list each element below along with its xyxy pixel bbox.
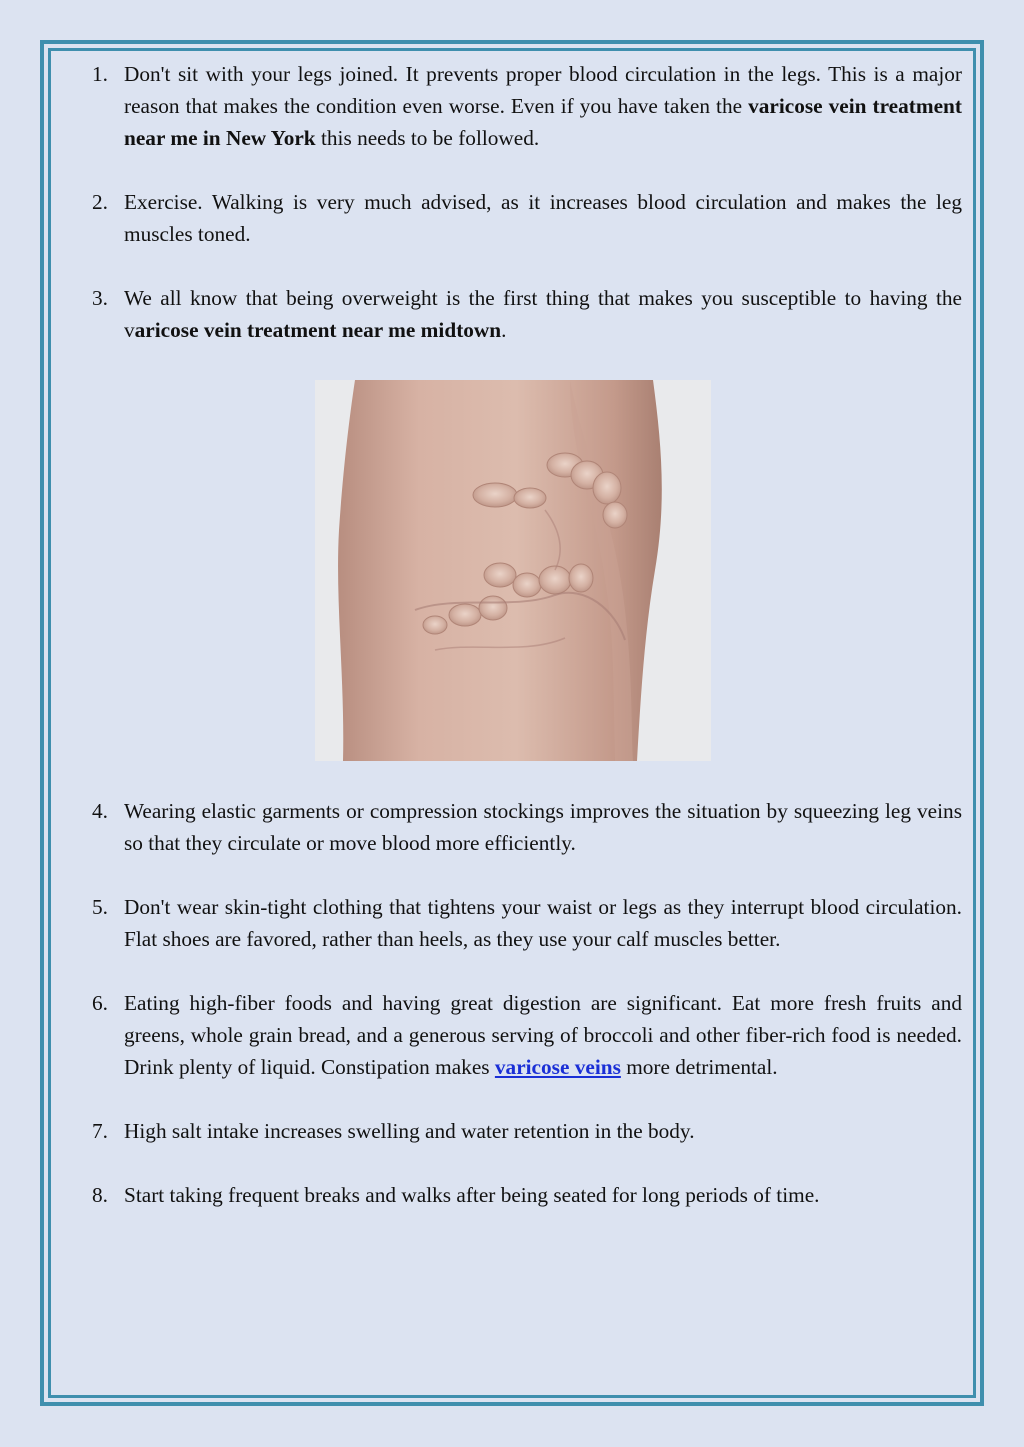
item-number: 3. <box>92 286 108 310</box>
item-text: Don't wear skin-tight clothing that tightens your waist or legs as they interrupt blood circulation. Flat shoes are favored, rather than heels, as they use your calf muscles better. <box>124 895 962 951</box>
item-text: High salt intake increases swelling and water retention in the body. <box>124 1119 695 1143</box>
item-bold-keyword: aricose vein treatment near me midtown <box>134 318 502 342</box>
item-text-end: . <box>501 318 507 342</box>
list-item <box>92 795 962 859</box>
item-text: Start taking frequent breaks and walks after being seated for long periods of time. <box>124 1183 820 1207</box>
list-item <box>92 186 962 250</box>
item-number: 4. <box>92 799 108 823</box>
item-number: 1. <box>92 62 108 86</box>
item-bold-keyword: varicose vein treatment near me in New York <box>124 94 962 150</box>
item-text: Exercise. Walking is very much advised, as it increases blood circulation and makes the leg muscles toned. <box>124 190 962 246</box>
tips-list-bottom <box>92 795 962 1243</box>
item-number: 7. <box>92 1119 108 1143</box>
varicose-veins-link[interactable]: varicose veins <box>494 1055 621 1079</box>
list-item <box>92 987 962 1083</box>
list-item <box>92 58 962 154</box>
item-text-end: this needs to be followed. <box>315 126 540 150</box>
item-number: 5. <box>92 895 108 919</box>
list-item <box>92 282 962 346</box>
item-text: Don't sit with your legs joined. It prevents proper blood circulation in the legs. This is a major reason that makes the condition even worse. Even if you have taken the <box>124 62 962 118</box>
item-number: 2. <box>92 190 108 214</box>
list-item <box>92 1179 962 1211</box>
list-item <box>92 1115 962 1147</box>
item-text: Wearing elastic garments or compression stockings improves the situation by squeezing leg veins so that they circulate or move blood more efficiently. <box>124 799 962 855</box>
varicose-leg-photo <box>315 380 711 761</box>
item-text: We all know that being overweight is the first thing that makes you susceptible to having the v <box>124 286 962 342</box>
item-text-end: more detrimental. <box>620 1055 778 1079</box>
item-text: Eating high-fiber foods and having great digestion are significant. Eat more fresh fruits and greens, whole grain bread, and a generous serving of broccoli and other fiber-rich food is needed. Drink plenty of liquid. Constipation makes <box>124 991 962 1079</box>
item-number: 6. <box>92 991 108 1015</box>
list-item <box>92 891 962 955</box>
tips-list-top <box>92 58 962 378</box>
item-number: 8. <box>92 1183 108 1207</box>
